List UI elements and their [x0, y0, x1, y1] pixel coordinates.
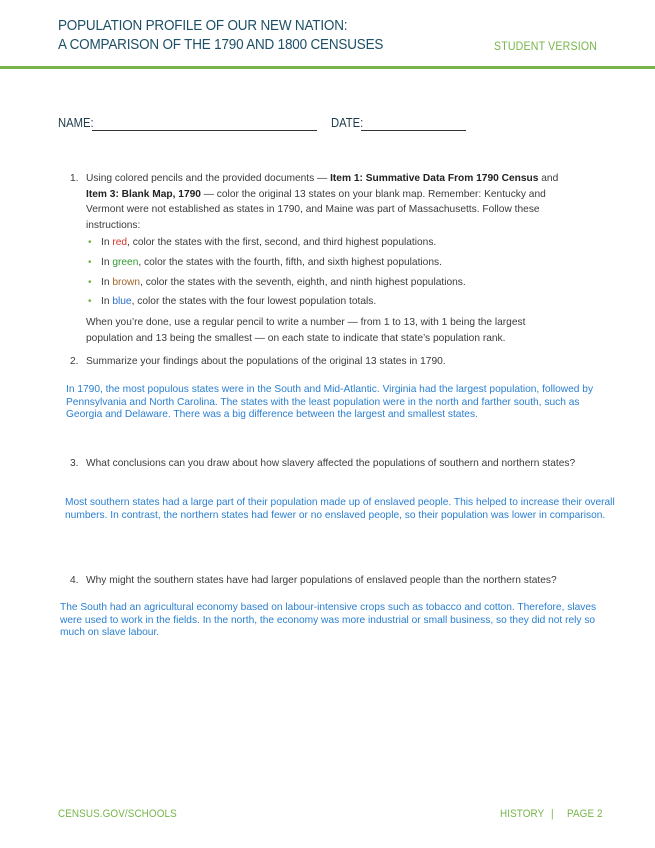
- question-1-text: Using colored pencils and the provided documents — Item 1: Summative Data From 1790 Census and Item 3: Blank Map, 1790 — color the original 13 states on your blank map. Remember: Kentucky and Vermont were not established as states in 1790, and Maine was part of Massachusetts. Follow these instructions:: [86, 173, 559, 231]
- page-title: [58, 17, 383, 55]
- bullet-icon: •: [88, 296, 92, 307]
- question-3-text: What conclusions can you draw about how slavery affected the populations of southern and northern states?: [86, 458, 576, 469]
- question-2-text: Summarize your findings about the populations of the original 13 states in 1790.: [86, 356, 446, 367]
- list-item: • In green, color the states with the fourth, fifth, and sixth highest populations.: [88, 257, 442, 268]
- bullet-icon: •: [88, 277, 92, 288]
- question-1-number: 1.: [70, 173, 79, 184]
- name-label: NAME:: [58, 116, 94, 130]
- question-4-text: Why might the southern states have had larger populations of enslaved people than the northern states?: [86, 575, 557, 586]
- question-4-answer[interactable]: The South had an agricultural economy based on labour-intensive crops such as tobacco and cotton. Therefore, slaves were used to work in the fields. In the north, the economy was more industrial or small business, so they did not rely so much on slave labour.: [60, 602, 597, 639]
- list-item: • In blue, color the states with the four lowest population totals.: [88, 296, 377, 307]
- list-item: • In red, color the states with the first, second, and third highest populations.: [88, 237, 437, 248]
- footer-subject: HISTORY: [500, 808, 545, 820]
- date-field[interactable]: [361, 130, 466, 131]
- footer-page-number: PAGE 2: [567, 808, 603, 820]
- question-1-closing: When you’re done, use a regular pencil to write a number — from 1 to 13, with 1 being the largest population and 13 being the smallest — on each state to indicate that state’s population rank.: [86, 317, 526, 344]
- name-field[interactable]: [92, 130, 317, 131]
- question-3-answer[interactable]: Most southern states had a large part of their population made up of enslaved people. This helped to increase their overall numbers. In contrast, the northern states had fewer or no enslaved people, so their population was lower in comparison.: [65, 497, 615, 521]
- bullet-icon: •: [88, 257, 92, 268]
- version-label: STUDENT VERSION: [493, 41, 597, 53]
- bullet-icon: •: [88, 237, 92, 248]
- title-line-2: A COMPARISON OF THE 1790 AND 1800 CENSUSES: [58, 37, 384, 53]
- question-2-number: 2.: [70, 356, 79, 367]
- question-2-answer[interactable]: In 1790, the most populous states were in the South and Mid-Atlantic. Virginia had the largest population, followed by Pennsylvania and North Carolina. The states with the least population were in the north and farther south, such as Georgia and Delaware. There was a big difference between the largest and smallest states.: [66, 384, 594, 421]
- date-label: DATE:: [331, 116, 364, 130]
- header-divider: [0, 66, 655, 69]
- footer-separator: |: [551, 808, 554, 820]
- title-line-1: POPULATION PROFILE OF OUR NEW NATION:: [58, 18, 348, 34]
- footer-website-link[interactable]: CENSUS.GOV/SCHOOLS: [58, 808, 177, 820]
- question-4-number: 4.: [70, 575, 79, 586]
- list-item: • In brown, color the states with the seventh, eighth, and ninth highest populations.: [88, 277, 466, 288]
- question-3-number: 3.: [70, 458, 79, 469]
